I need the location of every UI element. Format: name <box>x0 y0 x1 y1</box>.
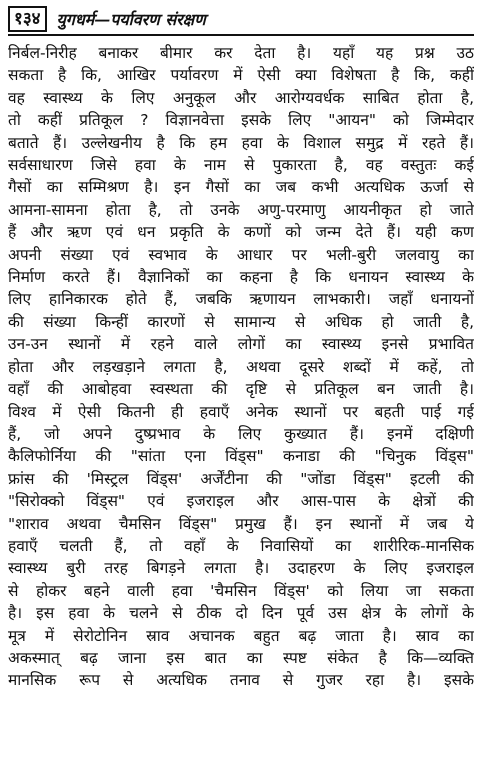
text-line: मानसिक रूप से अत्यधिक तनाव से गुजर रहा है। इसके <box>8 671 474 690</box>
text-line: गैसों का सम्मिश्रण है। इन गैसों का जब कभी अत्यधिक ऊर्जा से <box>8 178 474 197</box>
text-line: है। इस हवा के चलने से ठीक दो दिन पूर्व उस क्षेत्र के लोगों के <box>8 604 474 623</box>
text-line: स्वास्थ्य बुरी तरह बिगड़ने लगता है। उदाहरण के लिए इजराइल <box>8 559 474 578</box>
text-line: हैं, जो अपने दुष्प्रभाव के लिए कुख्यात हैं। इनमें दक्षिणी <box>8 424 474 443</box>
text-line: कैलिफोर्निया की "सांता एना विंड्स" कनाडा की "चिनुक विंड्स" <box>8 447 474 466</box>
text-line: "सिरोक्को विंड्स" एवं इजराइल और आस-पास के क्षेत्रों की <box>8 492 474 511</box>
text-line: लिए हानिकारक होते हैं, जबकि ऋणायन लाभकारी। जहाँ धनायनों <box>8 290 474 309</box>
text-line: की संख्या किन्हीं कारणों से सामान्य से अधिक हो जाती है, <box>8 312 474 331</box>
text-line: "शाराव अथवा चैमसिन विंड्स" प्रमुख हैं। इन स्थानों में जब ये <box>8 514 474 533</box>
text-line: विश्व में ऐसी कितनी ही हवाएँ अनेक स्थानों पर बहती पाई गई <box>8 402 474 421</box>
text-line: अकस्मात् बढ़ जाना इस बात का स्पष्ट संकेत है कि—व्यक्ति <box>8 648 474 667</box>
running-title: युगधर्म—पर्यावरण संरक्षण <box>56 10 206 29</box>
text-line: सकता है कि, आखिर पर्यावरण में ऐसी क्या विशेषता है कि, कहीं <box>8 66 474 85</box>
text-line: हवाएँ चलती हैं, तो वहाँ के निवासियों का शारीरिक-मानसिक <box>8 536 474 555</box>
text-line: होता और लड़खड़ाने लगता है, अथवा दूसरे शब्दों में कहें, तो <box>8 357 474 376</box>
text-line: बताते हैं। उल्लेखनीय है कि हम हवा के विशाल समुद्र में रहते हैं। <box>8 133 474 152</box>
text-line: निर्माण करते हैं। वैज्ञानिकों का कहना है कि धनायन स्वास्थ्य के <box>8 268 474 287</box>
page-header <box>8 4 474 36</box>
text-line: से होकर बहने वाली हवा 'चैमसिन विंड्स' को लिया जा सकता <box>8 581 474 600</box>
text-line: हैं और ऋण एवं धन प्रकृति के कणों को जन्म देते हैं। यही कण <box>8 223 474 242</box>
text-line: तो कहीं प्रतिकूल ? विज्ञानवेत्ता इसके लिए "आयन" को जिम्मेदार <box>8 111 474 130</box>
text-line: मूत्र में सेरोटोनिन स्राव अचानक बहुत बढ़ जाता है। स्राव का <box>8 626 474 645</box>
text-line: वह स्वास्थ्य के लिए अनुकूल और आरोग्यवर्धक साबित होता है, <box>8 88 474 107</box>
text-line: उन-उन स्थानों में रहने वाले लोगों का स्वास्थ्य इनसे प्रभावित <box>8 335 474 354</box>
text-line: वहाँ की आबोहवा स्वस्थता की दृष्टि से प्रतिकूल बन जाती है। <box>8 380 474 399</box>
page-number: १३४ <box>8 6 47 32</box>
text-line: आमना-सामना होता है, तो उनके अणु-परमाणु आयनीकृत हो जाते <box>8 200 474 219</box>
body-text <box>8 42 474 692</box>
text-line: सर्वसाधारण जिसे हवा के नाम से पुकारता है, वह वस्तुतः कई <box>8 156 474 175</box>
text-line: फ्रांस की 'मिस्ट्रल विंड्स' अर्जेंटीना की "जोंडा विंड्स" इटली की <box>8 469 474 488</box>
text-line: निर्बल-निरीह बनाकर बीमार कर देता है। यहाँ यह प्रश्न उठ <box>8 44 474 62</box>
text-line: अपनी संख्या एवं स्वभाव के आधार पर भली-बुरी जलवायु का <box>8 245 474 264</box>
